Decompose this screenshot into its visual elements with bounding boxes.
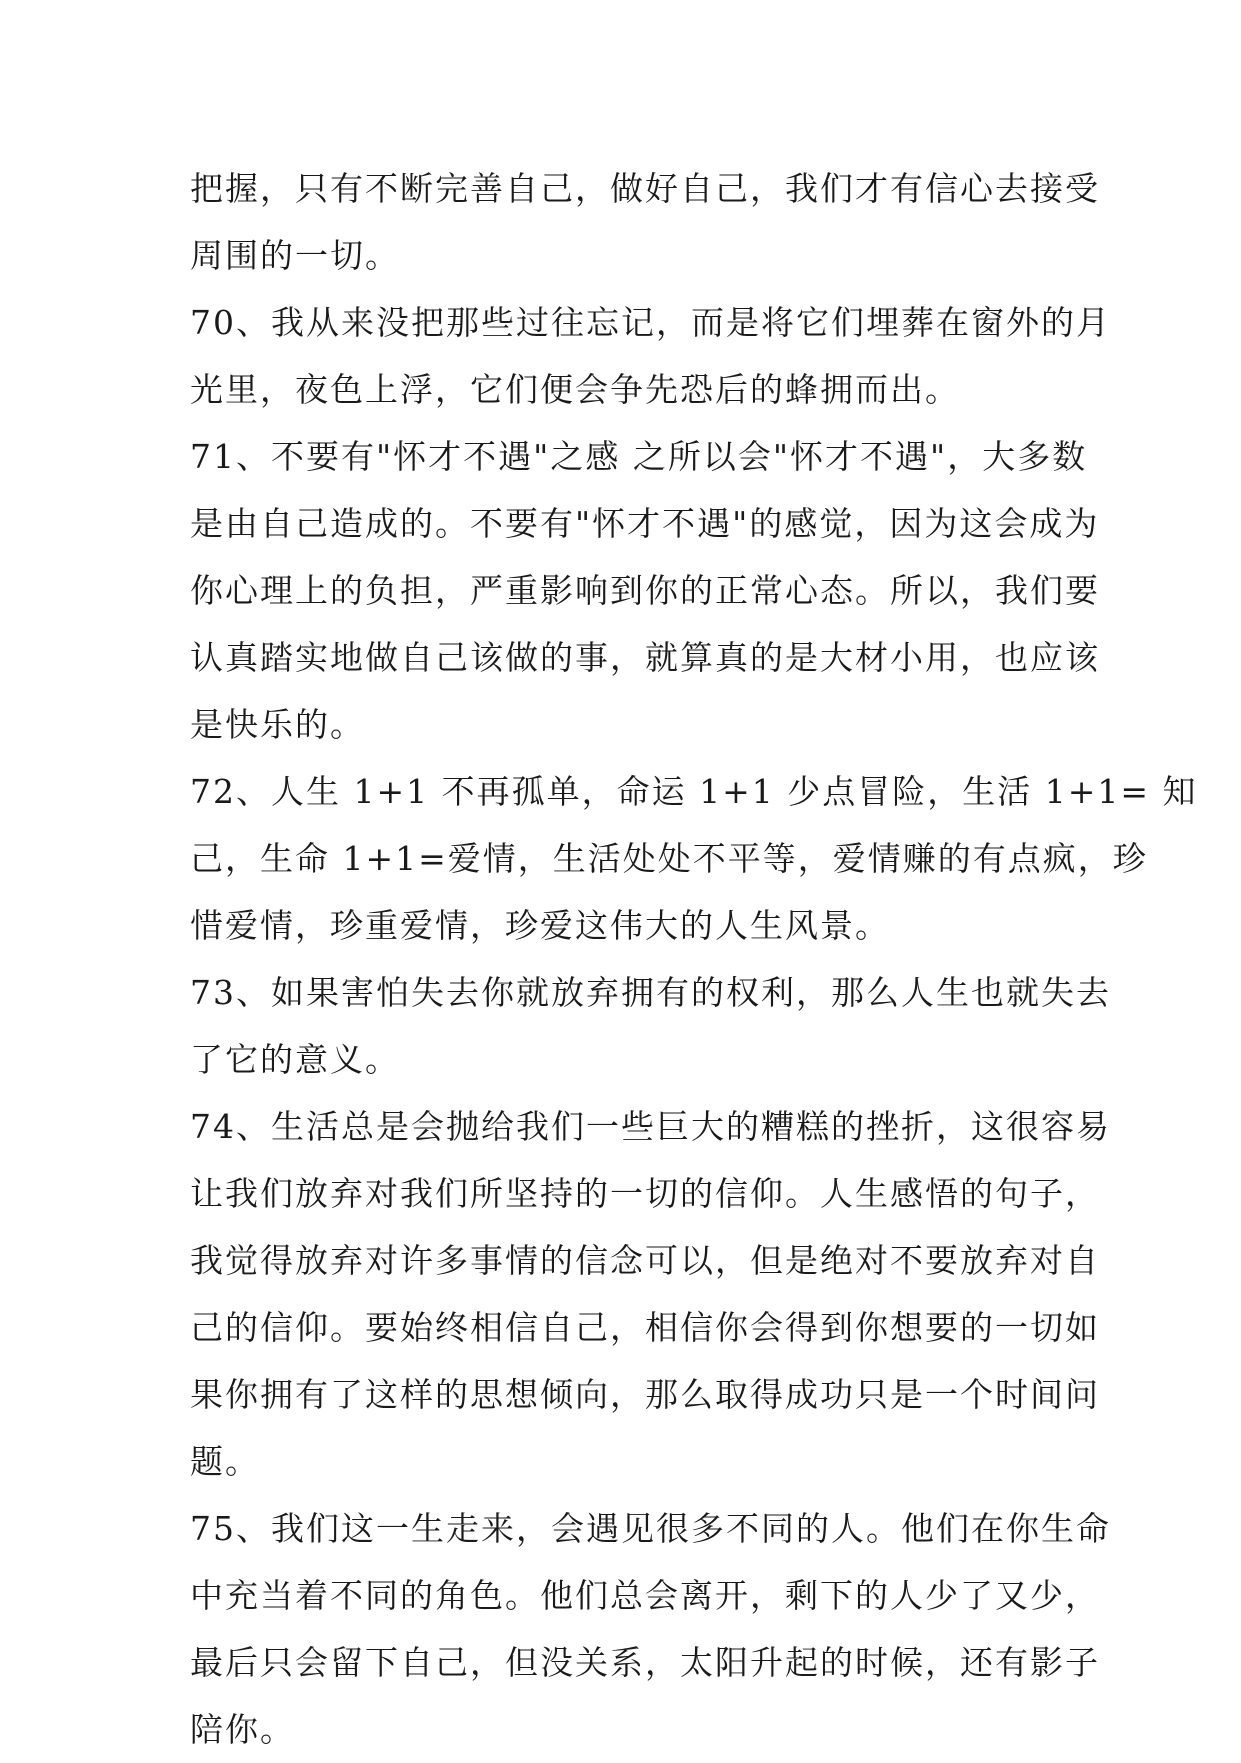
- text-line: 我觉得放弃对许多事情的信念可以，但是绝对不要放弃对自: [190, 1241, 1100, 1280]
- text-line: 73、如果害怕失去你就放弃拥有的权利，那么人生也就失去: [190, 973, 1111, 1012]
- text-line: 光里，夜色上浮，它们便会争先恐后的蜂拥而出。: [190, 370, 960, 409]
- text-line: 了它的意义。: [190, 1040, 400, 1079]
- text-line: 71、不要有"怀才不遇"之感 之所以会"怀才不遇"，大多数: [190, 437, 1088, 476]
- text-line: 是由自己造成的。不要有"怀才不遇"的感觉，因为这会成为: [190, 504, 1100, 543]
- text-line: 陪你。: [190, 1710, 295, 1749]
- text-line: 75、我们这一生走来，会遇见很多不同的人。他们在你生命: [190, 1509, 1111, 1548]
- text-line: 让我们放弃对我们所坚持的一切的信仰。人生感悟的句子，: [190, 1174, 1100, 1213]
- body-text: [190, 155, 1198, 1763]
- text-line: 74、生活总是会抛给我们一些巨大的糟糕的挫折，这很容易: [190, 1107, 1111, 1146]
- text-line: 70、我从来没把那些过往忘记，而是将它们埋葬在窗外的月: [190, 303, 1111, 342]
- text-line: 72、人生 1+1 不再孤单，命运 1+1 少点冒险，生活 1+1= 知: [190, 772, 1198, 811]
- text-line: 己，生命 1+1=爱情，生活处处不平等，爱情赚的有点疯，珍: [190, 839, 1148, 878]
- text-line: 题。: [190, 1442, 260, 1481]
- text-line: 果你拥有了这样的思想倾向，那么取得成功只是一个时间问: [190, 1375, 1100, 1414]
- text-line: 周围的一切。: [190, 236, 400, 275]
- text-line: 认真踏实地做自己该做的事，就算真的是大材小用，也应该: [190, 638, 1100, 677]
- text-line: 把握，只有不断完善自己，做好自己，我们才有信心去接受: [190, 169, 1100, 208]
- text-line: 己的信仰。要始终相信自己，相信你会得到你想要的一切如: [190, 1308, 1100, 1347]
- text-line: 是快乐的。: [190, 705, 365, 744]
- text-line: 你心理上的负担，严重影响到你的正常心态。所以，我们要: [190, 571, 1100, 610]
- text-line: 最后只会留下自己，但没关系，太阳升起的时候，还有影子: [190, 1643, 1100, 1682]
- text-line: 中充当着不同的角色。他们总会离开，剩下的人少了又少，: [190, 1576, 1100, 1615]
- text-line: 惜爱情，珍重爱情，珍爱这伟大的人生风景。: [190, 906, 890, 945]
